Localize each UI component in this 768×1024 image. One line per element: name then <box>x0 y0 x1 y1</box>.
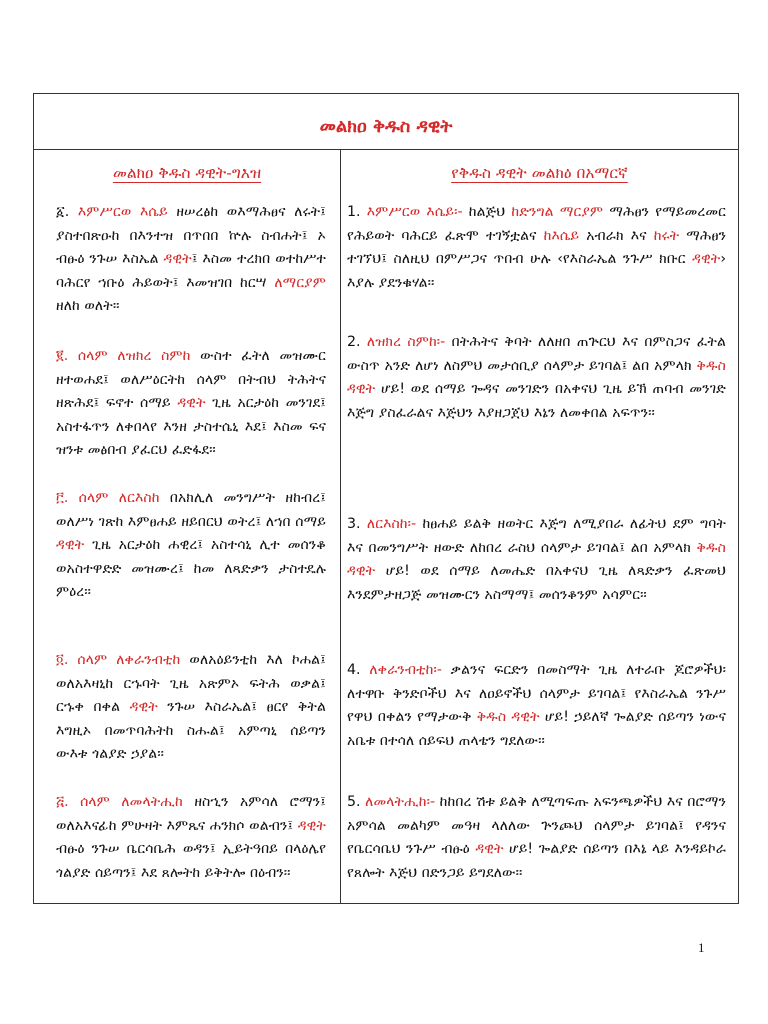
highlighted-text: ከሩት <box>653 227 680 244</box>
highlighted-text: ዳዊት <box>129 699 158 715</box>
highlighted-text: ከድንግል ማርያም <box>511 204 604 220</box>
stanza-text: ውስተ ፈትለ መዝሙር ዘተወሐደ፤ ወለሥዕርትከ ሰላም በትብህ ትሕትና ዘጽሕደ፤ ፍኖተ ሰማይ <box>56 348 327 411</box>
geez-stanza <box>56 649 326 767</box>
highlighted-text: እምሥርወ እሴይ፡- <box>366 204 463 220</box>
highlighted-text: ለቀራንብቲከ፡- <box>369 662 442 678</box>
document-title: መልክዐ ቅዱስ ዳዊት <box>319 116 453 137</box>
highlighted-text: ዳዊት <box>692 251 721 267</box>
stanza-text: ማሕፀን የማይመረመር የሕይወት ባሕርይ ፈጽሞ ተገኝቷልና <box>347 204 727 244</box>
highlighted-text: ለርእስከ፡- <box>366 516 417 532</box>
stanza-text: ሆይ! ወደ ሰማይ ለመሔድ በአቀናህ ጊዜ ለጻድቃን ፈጽመህ እንደምታዘጋጅ መዝሙርን አስማማ፤ መሰንቆንም አሳምር፡፡ <box>347 563 726 603</box>
amharic-stanza <box>347 659 726 753</box>
stanza-text: ሆይ! ወደ ሰማይ ጐዳና መንገድን በአቀናህ ጊዜ ይኽ ጠባብ መንገድ እጅግ ያስፈራልና እጅህን እያዘጋጀህ እኔን ለመቀበል አፍጥን፡፡ <box>347 381 726 421</box>
hymn-table <box>33 93 739 904</box>
geez-stanza <box>56 201 326 319</box>
geez-stanza <box>56 791 326 885</box>
stanza-text: 5. <box>347 794 366 810</box>
stanza-text: ከከበረ ሽቱ ይልቅ ለሚጣፍጡ አፍንጫዎችህ እና በሮማን አምሳል መልካም መዓዛ ላለለው ጕንጮህ ሰላምታ ይገባል፤ የዳንና የቤርሳቤህ ንጉሥ ብፁዕ <box>347 794 727 857</box>
amharic-stanza <box>347 331 726 425</box>
highlighted-text: ዳዊት <box>163 251 192 267</box>
stanza-text: ዘሠረፅከ ወእማሕፀና ለሩት፤ ያስተበጽዑከ በእንተዝ በጥበበ ኵሉ ስብሐት፤ ኦ ብፁዕ ንጉሠ እስኤል <box>56 204 326 267</box>
highlighted-text: ከእሴይ <box>543 227 580 244</box>
highlighted-text: ፭. ሰላም ለመላትሒከ <box>56 794 183 810</box>
stanza-text: 2. <box>347 334 367 350</box>
amharic-column-header: የቅዱስ ዳዊት መልክዕ በአማርኛ <box>451 164 628 182</box>
stanza-text: ጊዜ አርታዕከ መንገደ፤ አስተፋጥን ለቀበላየ እንዘ ታስተሴኒ እደ፤ እስመ ፍና ዝንቱ መፅበብ ያፈርህ ፈድፋደ፡፡ <box>56 395 326 458</box>
highlighted-text: ቅዱስ ዳዊት <box>347 539 726 579</box>
highlighted-text: ዳዊት <box>177 395 206 411</box>
stanza-text: 4. <box>347 662 370 678</box>
stanza-text: ንጉሠ እስራኤል፤ ፀርየ ቅትል እግዚኦ በመጥባሕትከ ስሑል፤ አምጣኒ ሰይጣን ውእቱ ጎልያድ ኃያል፡፡ <box>56 699 327 762</box>
highlighted-text: ለዝክረ ስምከ፡- <box>366 334 446 350</box>
highlighted-text: ለመላትሒከ፡- <box>365 794 436 810</box>
highlighted-text: እምሥርወ እሴይ <box>77 204 168 220</box>
stanza-text: ፤ እስመ ተረክበ ወተከሥተ ባሕርየ ኀቡዕ ሕይወት፤ እመዝገበ ከርሣ <box>56 251 326 291</box>
stanza-text: › እያሉ ያደንቁሃል፡፡ <box>347 251 726 291</box>
geez-stanza <box>56 345 326 463</box>
highlighted-text: ዳዊት <box>56 537 85 553</box>
highlighted-text: ቅዱስ ዳዊት <box>476 709 540 725</box>
title-row <box>34 94 738 150</box>
stanza-text: 1. <box>347 204 367 220</box>
highlighted-text: ዳዊት <box>297 817 326 834</box>
stanza-text: አብራክ እና <box>579 227 654 244</box>
highlighted-text: ፪. ሰላም ለዝክረ ስምከ <box>56 348 191 364</box>
stanza-text: ጊዜ አርታዕከ ሐዊረ፤ አስተሳኒ ሊተ መሰንቆ ወአስተዋድድ መዝሙረ፤ ከመ ለጻድቃን ታስተዴሉ ምዕረ፡፡ <box>56 537 326 600</box>
stanza-text: ቃልንና ፍርድን በመስማት ጊዜ ለተራቡ ጆሮዎችህ፡ ለተዋቡ ቅንድቦችህ እና ለዐይኖችህ ሰላምታ ይገባል፤ የእስራኤል ንጉሥ የዋህ በቀልን የማታውቅ <box>347 662 726 725</box>
stanza-text: ከልጅህ <box>462 204 512 220</box>
stanza-text: ማሕፀን ተገኘህ፤ ስለዚህ በምሥጋና ጥበብ ሁሉ ‹የእስራኤል ንጉሥ ክቡር <box>347 227 726 267</box>
highlighted-text: ዳዊት <box>475 841 504 857</box>
page-number: 1 <box>698 940 705 955</box>
stanza-text: ሆይ! ኃይለኛ ጐልያድ ሰይጣን ነውና አቤቱ በተሳለ ሰይፍህ ጠላቴን ግደለው፡፡ <box>347 709 726 749</box>
stanza-text: ዘለከ ወለት፡፡ <box>56 298 120 314</box>
highlighted-text: ቅዱስ ዳዊት <box>347 357 726 397</box>
stanza-text: በትሕትና ቅባት ለለዘበ ጠጕርህ እና በምስጋና ፈትል ውስጥ አንድ ለሆነ ለስምህ መታሰቢያ ሰላምታ ይገባል፤ ልበ አምላክ <box>347 334 727 374</box>
geez-column-header: መልክዐ ቅዱስ ዳዊት-ግእዝ <box>112 164 262 182</box>
highlighted-text: ፬. ሰላም ለቀራንብቲከ <box>56 652 181 668</box>
amharic-stanza <box>347 791 726 885</box>
geez-column <box>34 149 340 903</box>
stanza-text: ፩. <box>56 204 78 220</box>
stanza-text: ወለአዕይንቲከ እለ ኮሐል፤ ወለአእዛኒከ ርኁባት ጊዜ አጽምኦ ፍትሕ ወቃል፤ ርኁቀ በቀል <box>56 652 326 715</box>
stanza-text: ከፀሐይ ይልቅ ዘወትር እጅግ ለሚያበራ ለፊትህ ደም ግባት እና በመንግሥት ዘውድ ለከበረ ራስህ ሰላምታ ይገባል፤ ልበ አምላክ <box>347 516 726 556</box>
highlighted-text: ፫. ሰላም ለርእስከ <box>56 490 160 506</box>
highlighted-text: ለማርያም <box>274 274 326 291</box>
stanza-text: 3. <box>347 516 367 532</box>
stanza-text: ብፁዕ ንጉሠ ቤርሳቤሕ ወዳን፤ ኢይትዓበይ በላዕሌየ ጎልያድ ሰይጣን፤ እደ ጸሎትከ ይቅትሎ በዕብን፡፡ <box>56 841 326 881</box>
stanza-text: ሆይ! ጐልያድ ሰይጣን በእኔ ላይ እንዳይኮራ የጸሎት እጅህ በድንጋይ ይግደለው፡፡ <box>347 841 727 881</box>
amharic-stanza <box>347 513 726 607</box>
stanza-text: በአክሊለ መንግሥት ዘከብረ፤ ወለሥነ ገጽከ እምፀሐይ ዘይበርህ ወትረ፤ ለኀበ ሰማይ <box>56 490 326 530</box>
amharic-column <box>341 149 738 903</box>
stanza-text: ዘስኂን አምሳለ ሮማን፤ ወለአእናፊከ ምሁዛት እምጼና ሐንክሶ ወልብን፤ <box>56 794 326 834</box>
amharic-stanza <box>347 201 726 295</box>
geez-stanza <box>56 487 326 605</box>
